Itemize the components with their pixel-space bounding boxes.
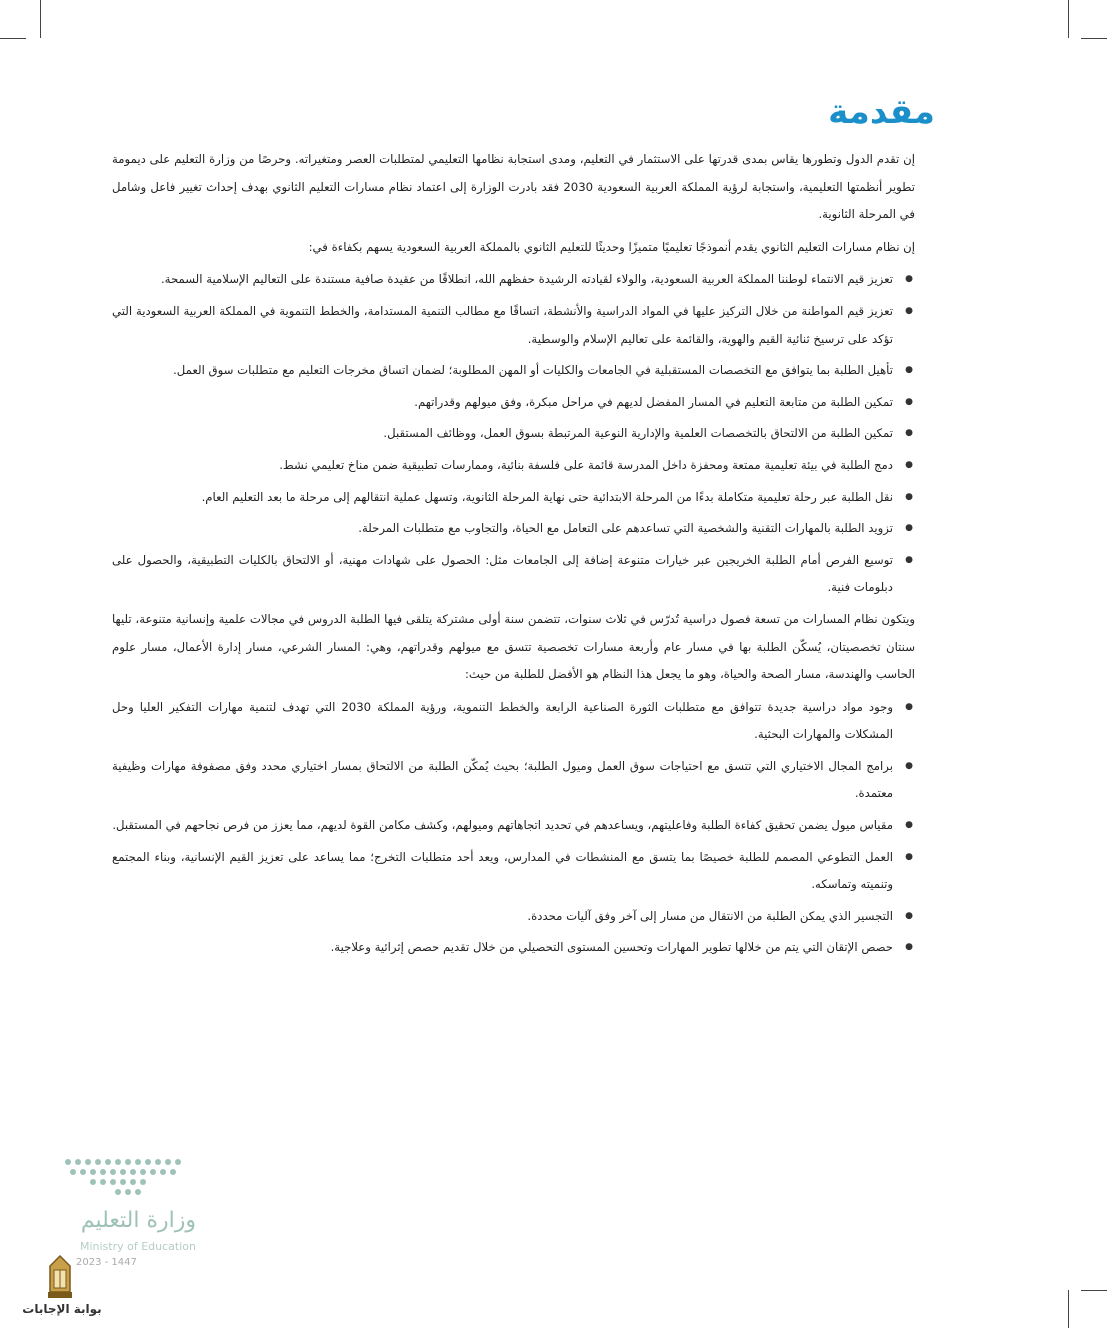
intro-paragraph: إن نظام مسارات التعليم الثانوي يقدم أنموذجًا تعليميًا متميزًا وحديثًا للتعليم الثانوي بالمملكة العربية السعودية يسهم بكفاءة في: <box>308 239 915 254</box>
list-item: ● التجسير الذي يمكن الطلبة من الانتقال من مسار إلى آخر وفق آليات محددة. <box>112 903 893 931</box>
lantern-icon <box>42 1254 78 1300</box>
list-item: ● تزويد الطلبة بالمهارات التقنية والشخصية التي تساعدهم على التعامل مع الحياة، والتجاوب مع متطلبات المرحلة. <box>112 515 893 543</box>
edition-year: 2023 - 1447 <box>76 1257 137 1268</box>
list-item: ● تعزيز قيم الانتماء لوطننا المملكة العربية السعودية، والولاء لقيادته الرشيدة حفظهم الله، انطلاقًا من عقيدة صافية مستندة على التعاليم الإسلامية السمحة. <box>112 266 893 294</box>
crop-mark <box>40 0 41 38</box>
list-item: ● تأهيل الطلبة بما يتوافق مع التخصصات المستقبلية في الجامعات والكليات أو المهن المطلوبة؛ لضمان اتساق مخرجات التعليم مع متطلبات سوق العمل. <box>112 357 893 385</box>
list-item: ● تمكين الطلبة من الالتحاق بالتخصصات العلمية والإدارية النوعية المرتبطة بسوق العمل، ووظائف المستقبل. <box>112 420 893 448</box>
crop-mark <box>1068 1290 1069 1328</box>
list-item: ● وجود مواد دراسية جديدة تتوافق مع متطلبات الثورة الصناعية الرابعة والخطط التنموية، ورؤية المملكة 2030 التي تهدف لتنمية مهارات التفكير العليا وحل المشكلات والمهارات البحثية. <box>112 694 893 749</box>
goals-list <box>112 266 915 602</box>
features-list <box>112 694 915 962</box>
intro-paragraph: إن تقدم الدول وتطورها يقاس بمدى قدرتها على الاستثمار في التعليم، ومدى استجابة نظامها التعليمي لمتطلبات العصر ومتغيراته. وحرصًا من وزارة التعليم على ديمومة تطوير أنظمتها التعليمية، واستجابة لرؤية المملكة العربية السعودية 2030 فقد بادرت الوزارة إلى اعتماد نظام مسارات التعليم الثانوي بهدف إحداث تغيير فاعل وشامل في المرحلة الثانوية. <box>112 152 915 222</box>
list-item: ● برامج المجال الاختياري التي تتسق مع احتياجات سوق العمل وميول الطلبة؛ بحيث يُمكّن الطلبة من الالتحاق بمسار اختياري محدد وفق مصفوفة مهارات وظيفية معتمدة. <box>112 753 893 808</box>
list-item: ● العمل التطوعي المصمم للطلبة خصيصًا بما يتسق مع المنشطات في المدارس، ويعد أحد متطلبات التخرج؛ مما يساعد على تعزيز القيم الإنسانية، وبناء المجتمع وتنميته وتماسكه. <box>112 844 893 899</box>
list-item: ● تعزيز قيم المواطنة من خلال التركيز عليها في المواد الدراسية والأنشطة، اتساقًا مع مطالب التنمية المستدامة، والخطط التنموية في المملكة العربية السعودية التي تؤكد على ترسيخ ثنائية القيم والهوية، والقائمة على تعاليم الإسلام والوسطية. <box>112 298 893 353</box>
crop-mark <box>1081 38 1107 39</box>
ministry-name-arabic: وزارة التعليم <box>80 1208 196 1233</box>
crop-mark <box>1068 0 1069 38</box>
list-item: ● توسيع الفرص أمام الطلبة الخريجين عبر خيارات متنوعة إضافة إلى الجامعات مثل: الحصول على شهادات مهنية، أو الالتحاق بالكليات التطبيقية، والحصول على دبلومات فنية. <box>112 547 893 602</box>
page-title: مقدمة <box>828 92 935 132</box>
system-paragraph: ويتكون نظام المسارات من تسعة فصول دراسية تُدرّس في ثلاث سنوات، تتضمن سنة أولى مشتركة يتلقى فيها الطلبة الدروس في مجالات علمية وإنسانية متنوعة، تليها سنتان تخصصيتان، يُسكّن الطلبة بها في مسار عام وأربعة مسارات تخصصية تتسق مع ميولهم وقدراتهم، وهي: المسار الشرعي، مسار إدارة الأعمال، مسار علوم الحاسب والهندسة، مسار الصحة والحياة، وهو ما يجعل هذا النظام هو الأفضل للطلبة من حيث: <box>112 611 915 682</box>
ministry-logo-icon <box>62 1152 202 1202</box>
crop-mark <box>1081 1290 1107 1291</box>
list-item: ● حصص الإتقان التي يتم من خلالها تطوير المهارات وتحسين المستوى التحصيلي من خلال تقديم حصص إثرائية وعلاجية. <box>112 934 893 962</box>
page-body <box>112 146 915 966</box>
answers-gateway-label: بوابة الإجابات <box>22 1302 102 1316</box>
list-item: ● دمج الطلبة في بيئة تعليمية ممتعة ومحفزة داخل المدرسة قائمة على فلسفة بنائية، وممارسات تطبيقية ضمن مناخ تعليمي نشط. <box>112 452 893 480</box>
crop-mark <box>0 38 26 39</box>
ministry-name-english: Ministry of Education <box>79 1240 196 1253</box>
list-item: ● مقياس ميول يضمن تحقيق كفاءة الطلبة وفاعليتهم، ويساعدهم في تحديد اتجاهاتهم وميولهم، وكشف مكامن القوة لديهم، مما يعزز من فرص نجاحهم في المستقبل. <box>112 812 893 840</box>
list-item: ● تمكين الطلبة من متابعة التعليم في المسار المفضل لديهم في مراحل مبكرة، وفق ميولهم وقدراتهم. <box>112 389 893 417</box>
list-item: ● نقل الطلبة عبر رحلة تعليمية متكاملة بدءًا من المرحلة الابتدائية حتى نهاية المرحلة الثانوية، وتسهل عملية انتقالهم إلى مرحلة ما بعد التعليم العام. <box>112 484 893 512</box>
